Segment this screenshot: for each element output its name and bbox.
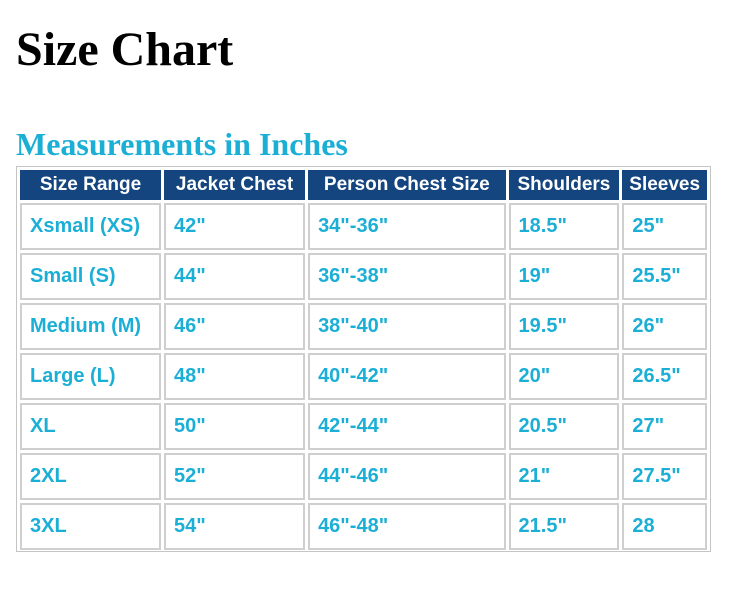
cell-shoulders: 19.5" xyxy=(509,303,620,350)
cell-person-chest-size: 38"-40" xyxy=(308,303,505,350)
table-row xyxy=(20,203,707,250)
cell-jacket-chest: 54" xyxy=(164,503,305,550)
cell-shoulders: 20" xyxy=(509,353,620,400)
cell-person-chest-size: 34"-36" xyxy=(308,203,505,250)
cell-sleeves: 27.5" xyxy=(622,453,707,500)
subtitle: Measurements in Inches xyxy=(16,126,348,162)
cell-sleeves: 25.5" xyxy=(622,253,707,300)
cell-size-range: XL xyxy=(20,403,161,450)
header-shoulders: Shoulders xyxy=(509,170,620,200)
cell-person-chest-size: 44"-46" xyxy=(308,453,505,500)
header-sleeves: Sleeves xyxy=(622,170,707,200)
cell-person-chest-size: 40"-42" xyxy=(308,353,505,400)
cell-size-range: 3XL xyxy=(20,503,161,550)
header-row xyxy=(20,170,707,200)
cell-shoulders: 21.5" xyxy=(509,503,620,550)
cell-size-range: Medium (M) xyxy=(20,303,161,350)
cell-person-chest-size: 46"-48" xyxy=(308,503,505,550)
cell-sleeves: 25" xyxy=(622,203,707,250)
cell-person-chest-size: 42"-44" xyxy=(308,403,505,450)
cell-shoulders: 20.5" xyxy=(509,403,620,450)
cell-jacket-chest: 42" xyxy=(164,203,305,250)
cell-shoulders: 19" xyxy=(509,253,620,300)
header-person-chest-size: Person Chest Size xyxy=(308,170,505,200)
header-jacket-chest: Jacket Chest xyxy=(164,170,305,200)
page-title: Size Chart xyxy=(16,23,234,76)
table-row xyxy=(20,253,707,300)
size-table-container xyxy=(16,166,711,552)
cell-shoulders: 18.5" xyxy=(509,203,620,250)
size-table xyxy=(17,167,710,553)
cell-size-range: Small (S) xyxy=(20,253,161,300)
cell-sleeves: 26" xyxy=(622,303,707,350)
cell-jacket-chest: 46" xyxy=(164,303,305,350)
table-row xyxy=(20,503,707,550)
cell-jacket-chest: 52" xyxy=(164,453,305,500)
header-size-range: Size Range xyxy=(20,170,161,200)
cell-size-range: Xsmall (XS) xyxy=(20,203,161,250)
table-row xyxy=(20,303,707,350)
cell-sleeves: 26.5" xyxy=(622,353,707,400)
cell-size-range: Large (L) xyxy=(20,353,161,400)
cell-sleeves: 27" xyxy=(622,403,707,450)
cell-jacket-chest: 44" xyxy=(164,253,305,300)
cell-shoulders: 21" xyxy=(509,453,620,500)
cell-size-range: 2XL xyxy=(20,453,161,500)
table-row xyxy=(20,353,707,400)
cell-sleeves: 28 xyxy=(622,503,707,550)
cell-person-chest-size: 36"-38" xyxy=(308,253,505,300)
table-row xyxy=(20,453,707,500)
table-row xyxy=(20,403,707,450)
cell-jacket-chest: 48" xyxy=(164,353,305,400)
cell-jacket-chest: 50" xyxy=(164,403,305,450)
